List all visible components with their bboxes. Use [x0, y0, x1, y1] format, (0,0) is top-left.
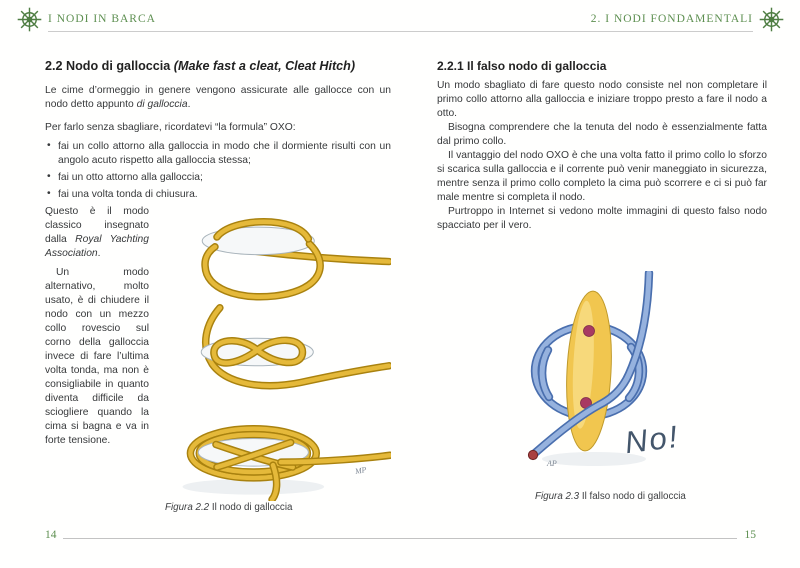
- list-item: • fai una volta tonda di chiusura.: [45, 188, 391, 202]
- subsection-heading: 2.2.1 Il falso nodo di galloccia: [437, 59, 607, 73]
- figure-caption-label: Figura 2.2: [165, 502, 210, 514]
- left-page: [45, 58, 391, 514]
- paragraph: [45, 84, 391, 112]
- paragraph-segment-italic: Royal Yachting Association: [45, 234, 149, 260]
- figure-2-2-illustration: [155, 205, 391, 501]
- cleat-hitch-step-2: [201, 308, 389, 386]
- figure-caption-text: Il falso nodo di galloccia: [579, 491, 686, 503]
- paragraph: Un modo alternativo, molto usato, è di chiudere il nodo con un mezzo collo rovescio sul corno della galloccia invece di fare l’ultima volta tonda, ma non è consigliabile in quanto diventa difficile da sciogliere quando la cima si bagna e va in forte tensione.: [45, 267, 149, 447]
- paragraph: Un modo sbagliato di fare questo nodo consiste nel non completare il primo collo attorno alla galloccia e iniziare troppo presto a fare il nodo a otto.: [437, 80, 767, 120]
- bolt-hole: [584, 326, 595, 337]
- header-rule: [48, 31, 753, 32]
- right-page: [437, 58, 767, 504]
- paragraph: Purtroppo in Internet si vedono molte immagini di questo falso nodo spacciato per il vero.: [437, 206, 767, 232]
- cleat-hitch-step-1: [202, 222, 389, 297]
- list-item: • fai un collo attorno alla galloccia in modo che il dormiente risulti con un angolo acuto rispetto alla galloccia stessa;: [45, 140, 391, 168]
- rope-whipped-end: [528, 451, 537, 460]
- chapter-title-running-head: 2. I NODI FONDAMENTALI: [590, 13, 753, 25]
- artist-signature: AP: [547, 459, 557, 469]
- paragraph: Bisogna comprendere che la tenuta del nodo è essenzialmente fatta dal primo collo.: [437, 122, 767, 148]
- paragraph-segment: Questo è il modo classico insegnato dalla: [45, 206, 149, 246]
- figure-caption-text: Il nodo di galloccia: [209, 502, 293, 514]
- page-number-left: 14: [45, 529, 57, 541]
- ship-wheel-icon: [758, 6, 785, 33]
- section-heading-english: (Make fast a cleat, Cleat Hitch): [173, 59, 356, 73]
- artist-signature: MP: [354, 465, 368, 477]
- paragraph-segment: .: [187, 99, 191, 111]
- ship-wheel-icon: [16, 6, 43, 33]
- paragraph: Per farlo senza sbagliare, ricordatevi “la formula” OXO:: [45, 122, 296, 134]
- figure-2-3: [499, 271, 761, 481]
- paragraph-segment: Le cime d’ormeggio in genere vengono assicurate alle gallocce con un nodo detto appunto: [45, 85, 391, 111]
- figure-caption: [165, 501, 391, 514]
- section-heading: [45, 58, 391, 75]
- list-item: • fai un otto attorno alla galloccia;: [45, 171, 391, 185]
- page-number-right: 15: [744, 529, 756, 541]
- paragraph-segment-italic: di galloccia: [136, 99, 188, 111]
- paragraph-segment: .: [97, 248, 101, 260]
- footer-rule: [63, 538, 737, 539]
- instruction-list: [45, 140, 391, 202]
- book-title-running-head: I NODI IN BARCA: [48, 13, 156, 25]
- figure-caption-label: Figura 2.3: [535, 491, 580, 503]
- cleat-hitch-step-3: [183, 429, 390, 500]
- handwritten-no-annotation: No!: [622, 419, 682, 461]
- paragraph: Il vantaggio del nodo OXO è che una volta fatto il primo collo lo sforzo si scarica sulla galloccia e il corrente può venir maneggiato in sicurezza, mentre senza il primo collo completo la cima può scorrere e ci si può far male mentre si completa il nodo.: [437, 150, 767, 204]
- figure-caption: [535, 490, 767, 503]
- section-heading-number-title: 2.2 Nodo di galloccia: [45, 59, 174, 73]
- text-figure-wrap: [45, 205, 391, 477]
